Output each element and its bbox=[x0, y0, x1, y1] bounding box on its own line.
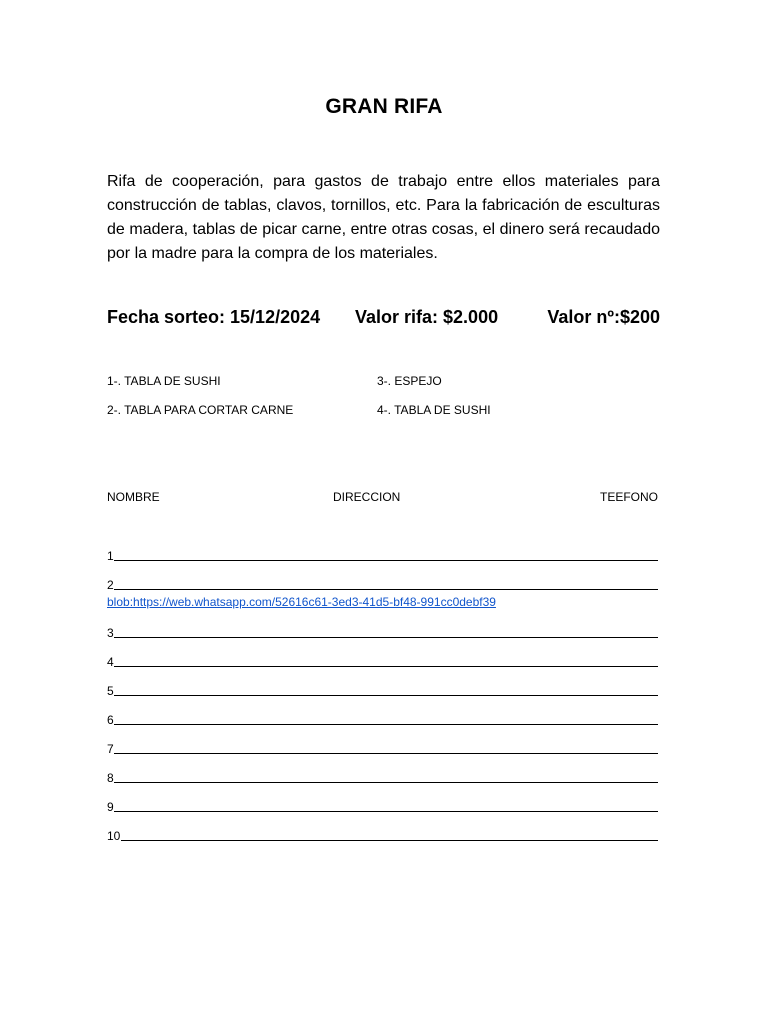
page-title: GRAN RIFA bbox=[325, 95, 443, 118]
entry-row-5 bbox=[107, 682, 658, 698]
entry-blank-line bbox=[114, 589, 658, 590]
number-price: Valor nº:$200 bbox=[547, 307, 660, 327]
entry-row-1 bbox=[107, 547, 658, 563]
column-direccion: DIRECCION bbox=[333, 490, 401, 504]
entry-row-3 bbox=[107, 624, 658, 640]
entry-blank-line bbox=[121, 840, 658, 841]
entry-number: 3 bbox=[107, 626, 114, 640]
entry-number: 5 bbox=[107, 684, 114, 698]
entry-row-2 bbox=[107, 576, 658, 592]
description-paragraph: Rifa de cooperación, para gastos de trabajo entre ellos materiales para construcción de tablas, clavos, tornillos, etc. Para la fabricación de esculturas de madera, tablas de picar carne, entre otras cosas, el dinero será recaudado por la madre para la compra de los materiales. bbox=[107, 173, 660, 262]
entry-number: 9 bbox=[107, 800, 114, 814]
entry-row-10 bbox=[107, 827, 658, 843]
whatsapp-blob-link[interactable]: blob:https://web.whatsapp.com/52616c61-3ed3-41d5-bf48-991cc0debf39 bbox=[107, 595, 496, 609]
entry-row-8 bbox=[107, 769, 658, 785]
entry-blank-line bbox=[114, 560, 658, 561]
entry-number: 6 bbox=[107, 713, 114, 727]
entry-row-9 bbox=[107, 798, 658, 814]
prize-item-4: 4-. TABLA DE SUSHI bbox=[377, 403, 491, 417]
entry-blank-line bbox=[114, 724, 658, 725]
entry-blank-line bbox=[114, 782, 658, 783]
column-headers bbox=[107, 490, 658, 506]
draw-date: Fecha sorteo: 15/12/2024 bbox=[107, 307, 321, 327]
entry-number: 7 bbox=[107, 742, 114, 756]
entry-number: 2 bbox=[107, 578, 114, 592]
column-nombre: NOMBRE bbox=[107, 490, 160, 504]
entry-blank-line bbox=[114, 753, 658, 754]
prize-item-3: 3-. ESPEJO bbox=[377, 374, 442, 388]
entry-row-6 bbox=[107, 711, 658, 727]
column-telefono: TEEFONO bbox=[599, 490, 658, 504]
entry-number: 8 bbox=[107, 771, 114, 785]
raffle-info-row bbox=[107, 307, 660, 333]
entry-number: 10 bbox=[107, 829, 121, 843]
entry-number: 1 bbox=[107, 549, 114, 563]
prize-item-1: 1-. TABLA DE SUSHI bbox=[107, 374, 221, 388]
entry-blank-line bbox=[114, 666, 658, 667]
entry-row-7 bbox=[107, 740, 658, 756]
entry-blank-line bbox=[114, 811, 658, 812]
entry-number: 4 bbox=[107, 655, 114, 669]
entry-blank-line bbox=[114, 637, 658, 638]
prize-item-2: 2-. TABLA PARA CORTAR CARNE bbox=[107, 403, 294, 417]
raffle-price: Valor rifa: $2.000 bbox=[355, 307, 499, 327]
entry-blank-line bbox=[114, 695, 658, 696]
entry-row-4 bbox=[107, 653, 658, 669]
